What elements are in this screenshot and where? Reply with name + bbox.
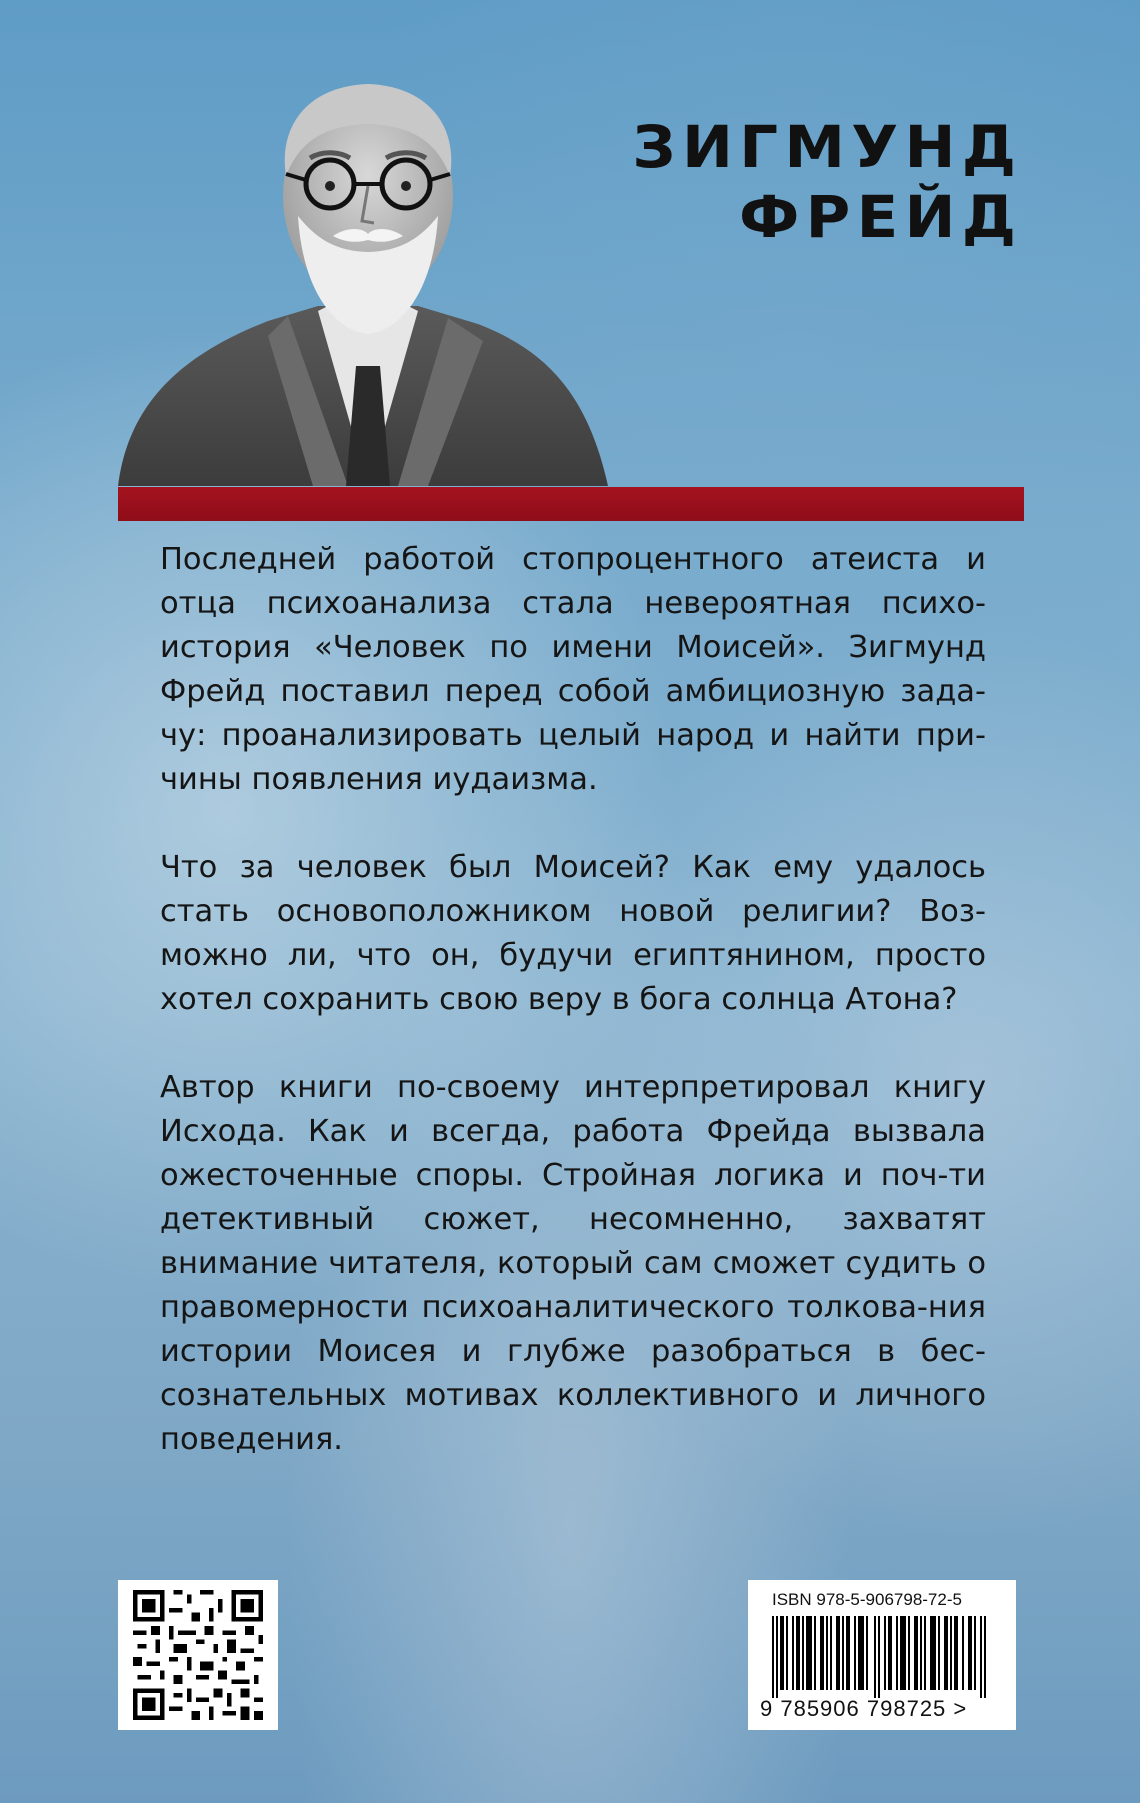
blurb-paragraph-3: Автор книги по-своему интерпретировал книгу Исхода. Как и всегда, работа Фрейда вызвала ожесточенные споры. Стройная логика и поч-ти детективный сюжет, несомненно, захватят внимание читателя, который сам сможет судить о правомерности психоаналитического толкова-ния истории Моисея и глубже разобраться в бес-сознательных мотивах коллективного и личного поведения.	[160, 1070, 986, 1457]
author-portrait	[118, 66, 618, 486]
barcode-icon	[772, 1616, 992, 1698]
qr-code	[118, 1580, 278, 1730]
qr-code-icon	[132, 1590, 264, 1720]
blurb-paragraph-1: Последней работой стопроцентного атеиста и отца психоанализа стала невероятная психо-история «Человек по имени Моисей». Зигмунд Фрейд поставил перед собой амбициозную зада-чу: проанализировать целый народ и найти при-чины появления иудаизма.	[160, 542, 986, 797]
blurb-paragraph-2: Что за человек был Моисей? Как ему удалось стать основоположником новой религии? Воз-можно ли, что он, будучи египтянином, просто хотел сохранить свою веру в бога солнца Атона?	[160, 850, 986, 1017]
author-last-name: ФРЕЙД	[738, 183, 1022, 251]
author-first-name: ЗИГМУНД	[632, 113, 1022, 181]
author-name	[632, 112, 1022, 252]
isbn-barcode	[748, 1580, 1016, 1730]
accent-bar	[118, 487, 1024, 521]
isbn-label: ISBN 978-5-906798-72-5	[772, 1590, 962, 1609]
barcode-digits: 9 785906 798725 >	[760, 1696, 968, 1721]
back-cover-blurb	[160, 538, 986, 1506]
